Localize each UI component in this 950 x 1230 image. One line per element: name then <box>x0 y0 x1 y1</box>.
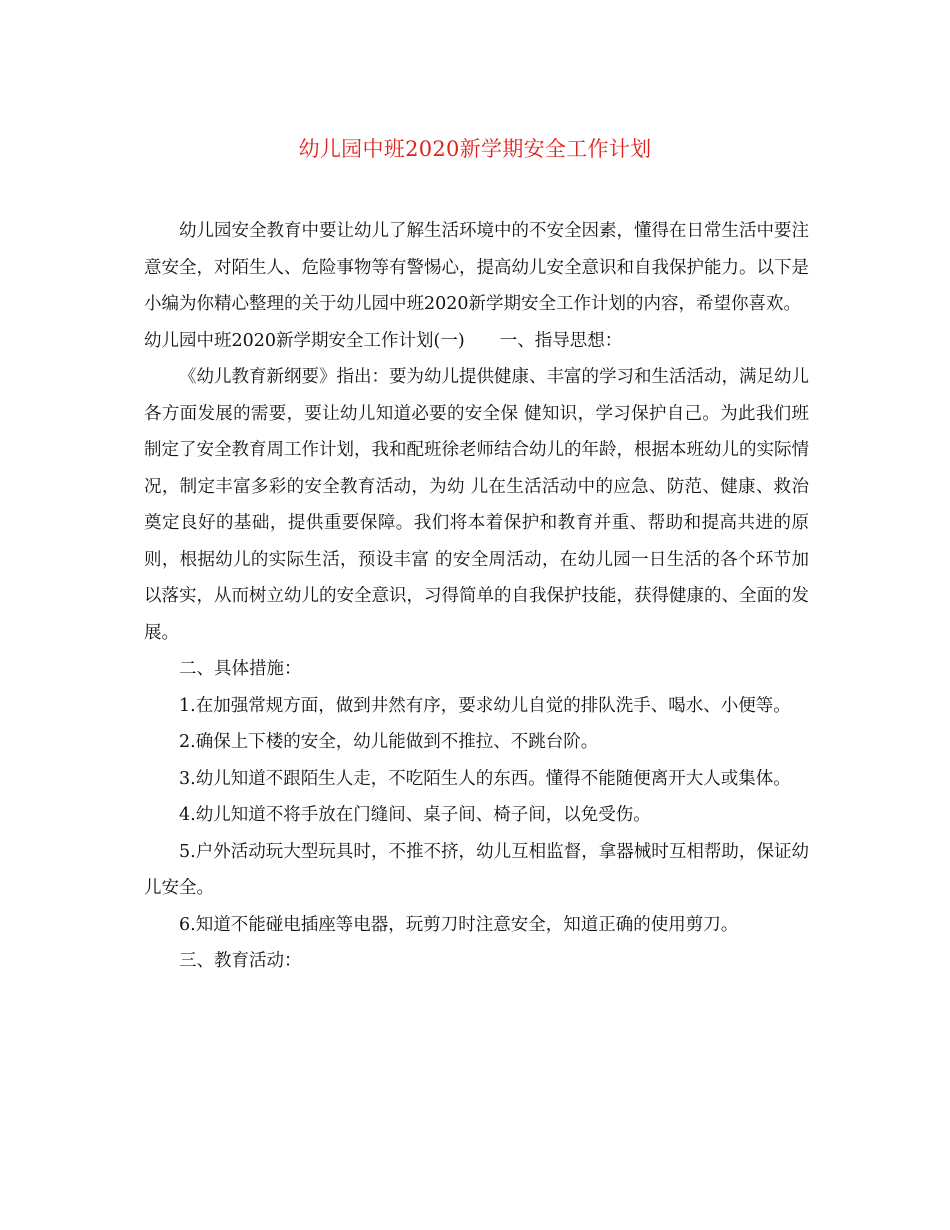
document-body <box>144 213 809 980</box>
measure-item: 5.户外活动玩大型玩具时，不推不挤，幼儿互相监督，拿器械时互相帮助，保证幼儿安全。 <box>144 841 809 898</box>
measure-item: 6.知道不能碰电插座等电器，玩剪刀时注意安全，知道正确的使用剪刀。 <box>179 914 739 935</box>
measure-item: 1.在加强常规方面，做到井然有序，要求幼儿自觉的排队洗手、喝水、小便等。 <box>179 695 791 716</box>
section-heading-activities: 三、教育活动： <box>179 951 302 971</box>
measure-item: 2.确保上下楼的安全，幼儿能做到不推拉、不跳台阶。 <box>179 732 599 752</box>
document-title: 幼儿园中班2020新学期安全工作计划 <box>298 137 652 161</box>
guiding-thought-paragraph: 《幼儿教育新纲要》指出：要为幼儿提供健康、丰富的学习和生活活动，满足幼儿各方面发展的需要，要让幼儿知道必要的安全保 健知识，学习保护自己。为此我们班制定了安全教育周工作计划，我和配班徐老师结合幼儿的年龄，根据本班幼儿的实际情况，制定丰富多彩的安全教育活动，为幼 儿在生活活动中的应急、防范、健康、救治奠定良好的基础，提供重要保障。我们将本着保护和教育并重、帮助和提高共进的原则，根据幼儿的实际生活，预设丰富 的安全周活动，在幼儿园一日生活的各个环节加以落实，从而树立幼儿的安全意识，习得简单的自我保护技能，获得健康的、全面的发展。 <box>144 367 809 643</box>
section-heading-measures: 二、具体措施： <box>179 659 302 679</box>
intro-paragraph: 幼儿园安全教育中要让幼儿了解生活环境中的不安全因素，懂得在日常生活中要注意安全，对陌生人、危险事物等有警惕心，提高幼儿安全意识和自我保护能力。以下是小编为你精心整理的关于幼儿园中班2020新学期安全工作计划的内容，希望你喜欢。 <box>144 221 809 314</box>
measure-item: 4.幼儿知道不将手放在门缝间、桌子间、椅子间，以免受伤。 <box>179 805 651 825</box>
measure-item: 3.幼儿知道不跟陌生人走，不吃陌生人的东西。懂得不能随便离开大人或集体。 <box>179 768 791 789</box>
plan-heading-paragraph: 幼儿园中班2020新学期安全工作计划(一) 一、指导思想： <box>144 330 623 351</box>
